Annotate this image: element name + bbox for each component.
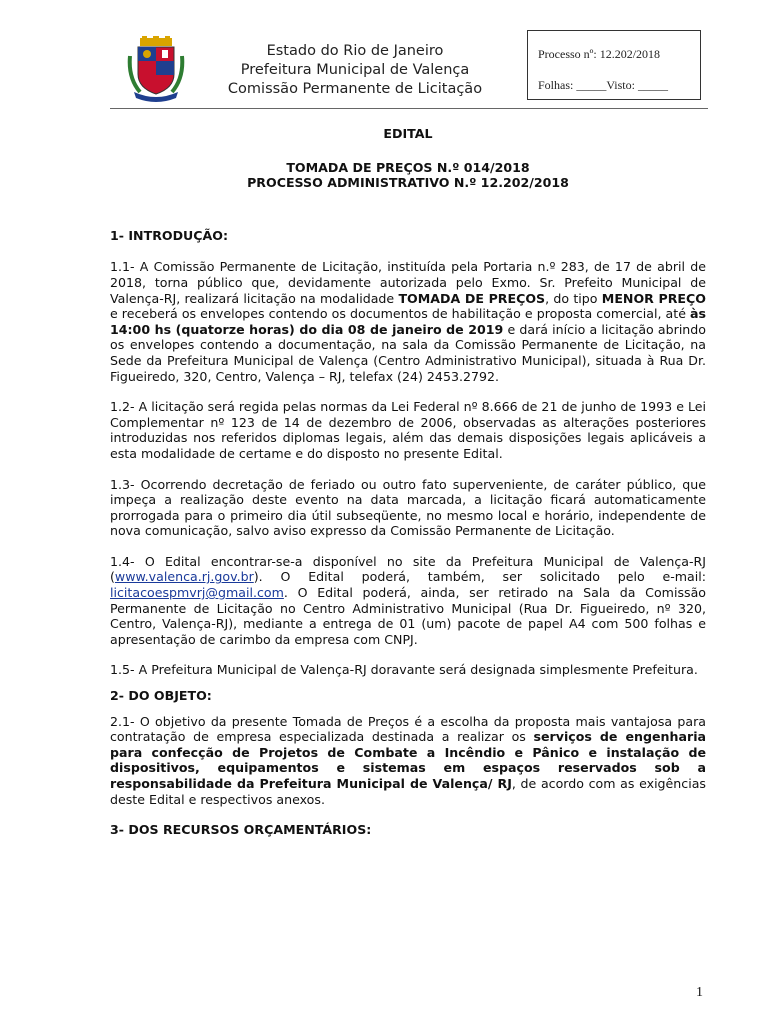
section-objeto: 2- DO OBJETO: xyxy=(110,688,212,704)
header-prefecture: Prefeitura Municipal de Valença xyxy=(240,62,470,78)
p21-text-c: , de acordo com as exigências deste Edital e respectivos anexos. xyxy=(110,776,706,807)
section-recursos: 3- DOS RECURSOS ORÇAMENTÁRIOS: xyxy=(110,822,372,838)
p11-text-a: 1.1- A Comissão Permanente de Licitação, instituída pela Portaria n.º 283, de 17 de abril de 2018, torna público que, devidamente autorizada pelo Exmo. Sr. Prefeito Municipal de Valença-RJ, realizará licitação na modalidade xyxy=(110,259,706,306)
sheets-visto: Folhas: _____Visto: _____ xyxy=(538,78,668,92)
p21-text-a: 2.1- O objetivo da presente Tomada de Preços é a escolha da proposta mais vantajosa para contratação de empresa especializada destinada a realizar os xyxy=(110,713,706,745)
header-state: Estado do Rio de Janeiro xyxy=(266,43,444,59)
p21-bold-objeto: serviços de engenharia para confecção de Projetos de Combate a Incêndio e Pânico e instalação de dispositivos, equipamentos e sistemas em espaços reservados sob a responsabilidade da Prefeitura Municipal de Valença/ RJ xyxy=(110,729,707,791)
doc-title: EDITAL xyxy=(383,126,433,141)
p11-text-c: , do tipo xyxy=(545,290,602,306)
city-crest-icon xyxy=(126,36,186,102)
header-text xyxy=(210,42,500,99)
page-number: 1 xyxy=(696,985,703,1000)
page-header xyxy=(110,30,708,110)
paragraph-1-4 xyxy=(110,554,706,648)
process-box xyxy=(527,30,701,100)
header-divider xyxy=(110,108,708,109)
paragraph-1-5: 1.5- A Prefeitura Municipal de Valença-RJ doravante será designada simplesmente Prefeitura. xyxy=(110,662,698,678)
p11-bold-modalidade: TOMADA DE PREÇOS xyxy=(398,290,546,306)
p11-bold-tipo: MENOR PREÇO xyxy=(601,290,706,306)
process-number: Processo nº: 12.202/2018 xyxy=(538,47,661,61)
p14-text-b: ). O Edital poderá, também, ser solicitado pelo e-mail: xyxy=(253,569,706,585)
header-commission: Comissão Permanente de Licitação xyxy=(227,81,483,97)
paragraph-1-2: 1.2- A licitação será regida pelas normas da Lei Federal nº 8.666 de 21 de junho de 1993 e Lei Complementar nº 123 de 14 de dezembro de 2006, observadas as alterações posteriores introduzidas nos referidos diplomas legais, além das demais disposições legais aplicáveis a esta modalidade de certame e do disposto no presente Edital. xyxy=(110,399,706,461)
p11-bold-data: às 14:00 hs (quatorze horas) do dia 08 de janeiro de 2019 xyxy=(110,306,706,337)
paragraph-1-1 xyxy=(110,259,706,384)
email-link[interactable]: licitacoespmvrj@gmail.com xyxy=(110,585,284,601)
paragraph-1-3: 1.3- Ocorrendo decretação de feriado ou outro fato superveniente, de caráter público, que impeça a realização deste evento na data marcada, a licitação ficará automaticamente prorrogada para o primeiro dia útil subseqüente, no mesmo local e horário, independente de nova comunicação, salvo aviso expresso da Comissão Permanente de Licitação. xyxy=(110,476,706,539)
document-body xyxy=(110,126,706,838)
p14-text-a: 1.4- O Edital encontrar-se-a disponível no site da Prefeitura Municipal de Valença-RJ ( xyxy=(110,553,706,585)
section-introducao: 1- INTRODUÇÃO: xyxy=(110,227,229,243)
doc-subtitle-processo: PROCESSO ADMINISTRATIVO N.º 12.202/2018 xyxy=(247,175,569,191)
p11-text-e: e dará início a licitação abrindo os envelopes contendo a documentação, na sala da Comissão Permanente de Licitação, na Sede da Prefeitura Municipal de Valença (Centro Administrativo Municipal), situada à Rua Dr. Figueiredo, 320, Centro, Valença – RJ, telefax (24) 2453.2792. xyxy=(110,321,706,384)
p14-text-c: . O Edital poderá, ainda, ser retirado na Sala da Comissão Permanente de Licitação no Centro Administrativo Municipal (Rua Dr. Figueiredo, nº 320, Centro, Valença-RJ), mediante a entrega de 01 (um) pacote de papel A4 com 500 folhas e apresentação de carimbo da empresa com CNPJ. xyxy=(110,585,706,647)
doc-subtitle-tomada: TOMADA DE PREÇOS N.º 014/2018 xyxy=(286,159,530,175)
paragraph-2-1 xyxy=(110,714,706,808)
p11-text-d: e receberá os envelopes contendo os documentos de habilitação e proposta comercial, até xyxy=(110,306,690,322)
website-link[interactable]: www.valenca.rj.gov.br xyxy=(114,569,254,585)
